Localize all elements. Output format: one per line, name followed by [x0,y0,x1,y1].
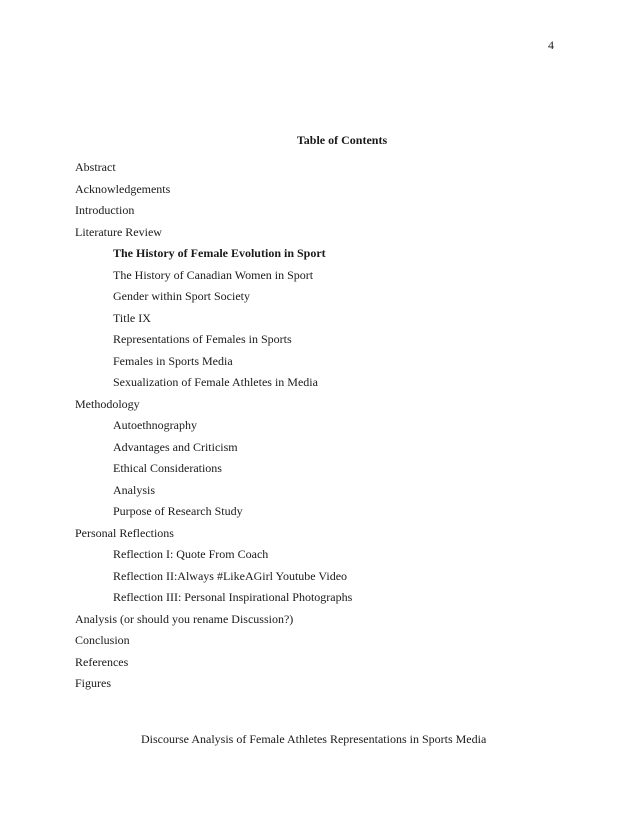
toc-subentry: Analysis [113,482,155,497]
toc-subentry: Reflection III: Personal Inspirational Photographs [113,590,353,604]
toc-list [75,160,352,698]
running-footer: Discourse Analysis of Female Athletes Representations in Sports Media [141,732,487,746]
toc-subentry: Reflection I: Quote From Coach [113,547,269,561]
toc-subentry: Reflection II:Always #LikeAGirl Youtube Video [113,568,348,583]
toc-title: Table of Contents [296,133,388,147]
toc-subentry: Representations of Females in Sports [113,332,292,346]
toc-subentry: The History of Female Evolution in Sport [113,246,326,260]
toc-entry: Analysis (or should you rename Discussion?) [75,611,294,626]
toc-entry: Methodology [75,396,140,411]
toc-subentry: Females in Sports Media [113,353,233,368]
toc-entry: References [75,654,129,669]
toc-subentry: The History of Canadian Women in Sport [113,267,314,282]
toc-entry: Figures [75,676,111,690]
toc-entry: Personal Reflections [75,525,174,540]
toc-subentry: Purpose of Research Study [113,504,243,518]
toc-subentry: Title IX [113,310,151,325]
toc-subentry: Gender within Sport Society [113,289,250,303]
toc-subentry: Advantages and Criticism [113,439,238,454]
toc-subentry: Autoethnography [113,418,197,432]
toc-entry: Literature Review [75,224,162,239]
toc-subentry: Ethical Considerations [113,461,222,475]
toc-entry: Conclusion [75,633,130,647]
toc-subentry: Sexualization of Female Athletes in Media [113,375,318,389]
toc-entry: Acknowledgements [75,181,171,196]
toc-entry: Introduction [75,203,135,217]
page-number: 4 [548,38,554,52]
toc-entry: Abstract [75,160,116,174]
